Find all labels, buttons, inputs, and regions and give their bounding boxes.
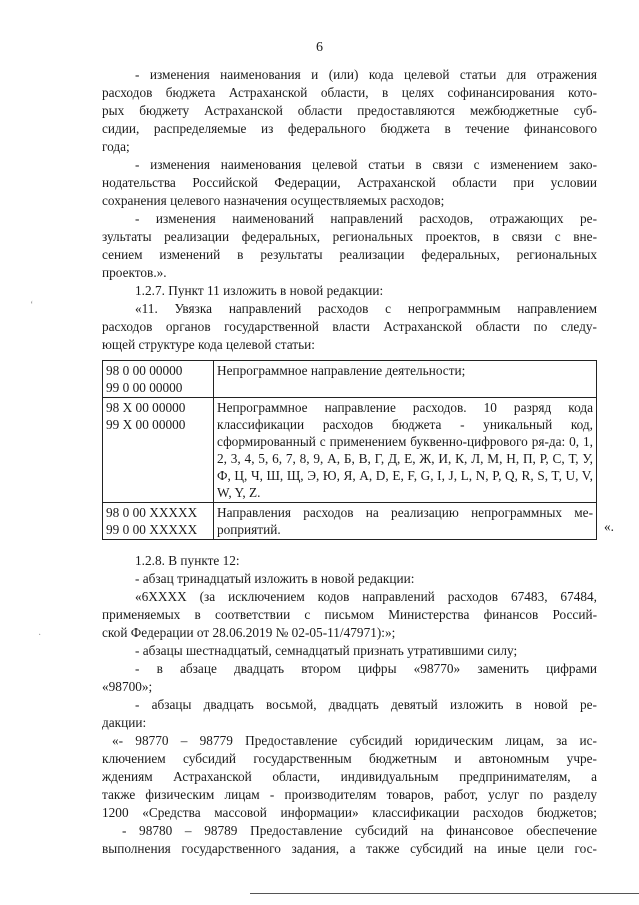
text-line: проектов.». xyxy=(102,265,167,280)
code-cell: 98 0 00 00000 99 0 00 00000 xyxy=(103,361,214,398)
page-bottom-rule xyxy=(250,893,639,894)
text-line: сением изменений в результаты реализации федеральных, региональных xyxy=(102,247,597,262)
text-line: года; xyxy=(102,139,130,154)
text-line: «11. Увязка направлений расходов с непрограммным направлением xyxy=(135,301,597,316)
table-row xyxy=(103,361,597,398)
description-cell: Непрограммное направление расходов. 10 разряд кода классификации расходов бюджета - уникальный код, сформированный с применением буквенно-цифрового ря-да: 0, 1, 2, 3, 4, 5, 6, 7, 8, 9, А, Б, В, Г, Д, Е, Ж, И, К, Л, М, Н, П, Р, С, Т, У, Ф, Ц, Ч, Ш, Щ, Э, Ю, Я, A, D, E, F, G, I, J, L, N, P, Q, R, S, T, U, V, W, Y, Z. xyxy=(214,398,597,503)
text-line: выполнения государственного задания, а также субсидий на иные цели гос- xyxy=(102,841,597,856)
description-cell: Непрограммное направление деятельности; xyxy=(214,361,597,398)
text-line: рых бюджету Астраханской области предоставляются межбюджетные суб- xyxy=(102,103,597,118)
text-line: расходов органов государственной власти Астраханской области по следу- xyxy=(102,319,597,334)
text-line: - в абзаце двадцать втором цифры «98770» заменить цифрами xyxy=(135,661,597,676)
text-line: - изменения наименования целевой статьи в связи с изменением зако- xyxy=(135,157,597,172)
text-line: сидии, распределяемые из федерального бюджета в течение финансового xyxy=(102,121,597,136)
text-line: нодательства Российской Федерации, Астраханской области при условии xyxy=(102,175,597,190)
text-line: - абзац тринадцатый изложить в новой редакции: xyxy=(135,571,415,586)
text-line: «6ХХХХ (за исключением кодов направлений расходов 67483, 67484, xyxy=(135,589,597,604)
text-line: - абзацы двадцать восьмой, двадцать девятый изложить в новой ре- xyxy=(135,697,597,712)
table-row xyxy=(103,398,597,503)
text-line: - абзацы шестнадцатый, семнадцатый признать утратившими силу; xyxy=(135,643,518,658)
text-line: зультаты реализации федеральных, региональных проектов, в связи с вне- xyxy=(102,229,597,244)
text-line: - 98780 – 98789 Предоставление субсидий на финансовое обеспечение xyxy=(122,823,597,838)
text-line: «- 98770 – 98779 Предоставление субсидий юридическим лицам, за ис- xyxy=(112,733,597,748)
text-line: ждениям Астраханской области, индивидуальным предпринимателям, а xyxy=(102,769,597,784)
code-cell: 98 Х 00 00000 99 Х 00 00000 xyxy=(103,398,214,503)
text-line: ской Федерации от 28.06.2019 № 02-05-11/47971):»; xyxy=(102,625,396,640)
text-line: 1.2.8. В пункте 12: xyxy=(135,553,240,568)
text-line: расходов бюджета Астраханской области, в целях софинансирования кото- xyxy=(102,85,597,100)
target-article-code-table xyxy=(102,360,597,540)
text-line: применяемых в соответствии с письмом Министерства финансов Россий- xyxy=(102,607,597,622)
text-line: дакции: xyxy=(102,715,147,730)
scan-mark: ʻ xyxy=(30,300,34,311)
text-line: 1.2.7. Пункт 11 изложить в новой редакции: xyxy=(135,283,384,298)
scan-mark: · xyxy=(38,630,42,641)
table-closing-quote: «. xyxy=(604,519,614,534)
code-cell: 98 0 00 ХХХХХ 99 0 00 ХХХХХ xyxy=(103,503,214,540)
text-line: также физическим лицам - производителям товаров, работ, услуг по разделу xyxy=(102,787,597,802)
text-line: ключением субсидий государственным бюджетным и автономным учре- xyxy=(102,751,597,766)
text-line: сохранения целевого назначения осуществляемых расходов; xyxy=(102,193,445,208)
text-line: - изменения наименований направлений расходов, отражающих ре- xyxy=(135,211,597,226)
text-line: - изменения наименования и (или) кода целевой статьи для отражения xyxy=(135,67,597,82)
text-line: «98700»; xyxy=(102,679,153,694)
page-number: 6 xyxy=(316,40,323,55)
text-line: 1200 «Средства массовой информации» классификации расходов бюджетов; xyxy=(102,805,597,820)
description-cell: Направления расходов на реализацию непрограммных ме-роприятий. xyxy=(214,503,597,540)
table-row xyxy=(103,503,597,540)
text-line: ющей структуре кода целевой статьи: xyxy=(102,337,315,352)
